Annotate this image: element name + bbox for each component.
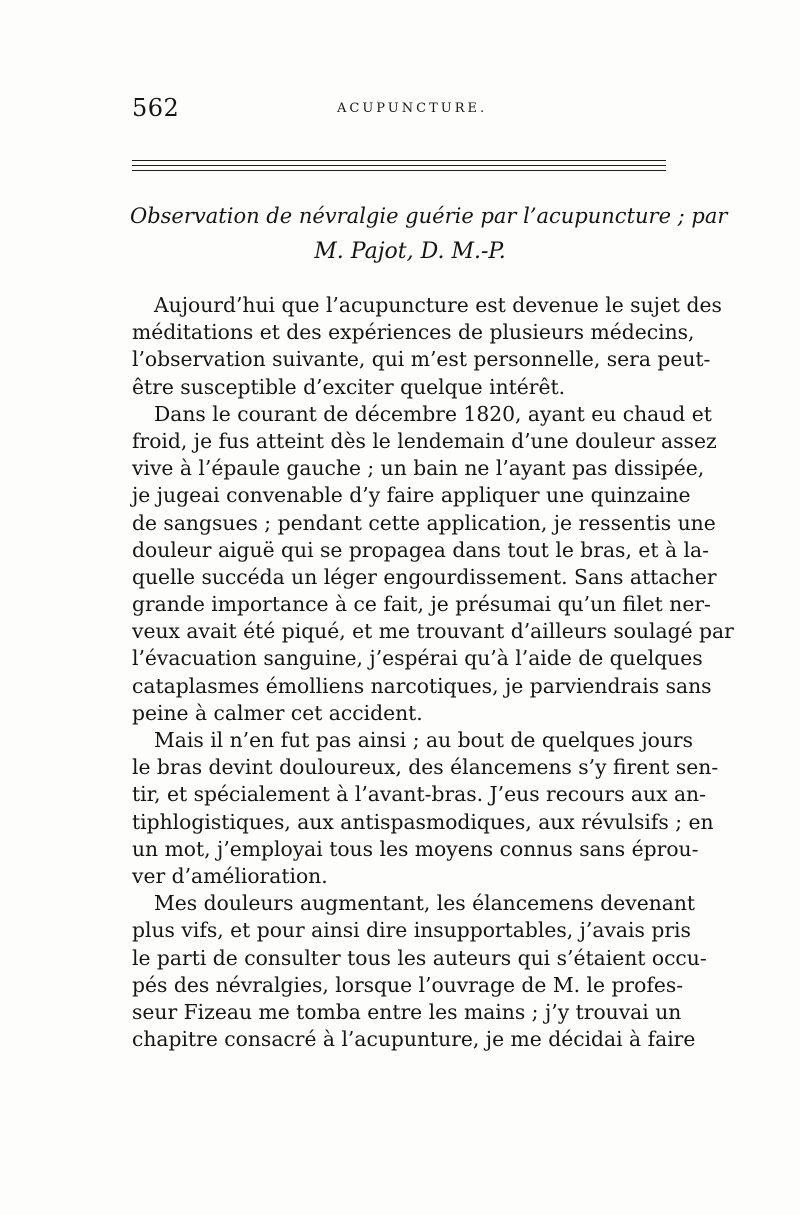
body-line: veux avait été piqué, et me trouvant d’ailleurs soulagé par [132,619,734,644]
body-line: un mot, j’employai tous les moyens connus sans éprou- [132,836,699,861]
body-line: de sangsues ; pendant cette application, je ressentis une [132,510,716,535]
body-line: le bras devint douloureux, des élancemens s’y firent sen- [132,755,719,780]
header-rule-bottom [132,170,666,171]
body-line: quelle succéda un léger engourdissement. Sans attacher [132,564,717,589]
body-line: méditations et des expériences de plusieurs médecins, [132,320,695,345]
body-line: douleur aiguë qui se propagea dans tout le bras, et à la- [132,537,709,562]
body-line: froid, je fus atteint dès le lendemain d’une douleur assez [132,428,717,453]
body-line: Dans le courant de décembre 1820, ayant eu chaud et [154,401,712,426]
body-line: cataplasmes émolliens narcotiques, je parviendrais sans [132,673,712,698]
article-title: Observation de névralgie guérie par l’acupuncture ; par [130,204,728,228]
page-header [132,92,672,132]
body-line: l’évacuation sanguine, j’espérai qu’à l’aide de quelques [132,646,703,671]
body-line: Mais il n’en fut pas ainsi ; au bout de quelques jours [154,728,693,752]
body-line: tiphlogistiques, aux antispasmodiques, aux révulsifs ; en [132,809,714,834]
body-line: seur Fizeau me tomba entre les mains ; j’y trouvai un [132,999,682,1024]
body-line: grande importance à ce fait, je présumai qu’un filet ner- [132,592,711,617]
body-line: Mes douleurs augmentant, les élancemens devenant [154,891,696,916]
body-line: l’observation suivante, qui m’est personnelle, sera peut- [132,347,711,372]
body-line: être susceptible d’exciter quelque intérêt. [132,374,566,399]
article-author: M. Pajot, D. M.-P. [314,239,506,264]
body-line: chapitre consacré à l’acupunture, je me décidai à faire [132,1027,696,1052]
page-number: 562 [132,94,180,122]
body-line: Aujourd’hui que l’acupuncture est devenue le sujet des [154,293,722,317]
body-line: plus vifs, et pour ainsi dire insupportables, j’avais pris [132,918,691,943]
body-text [132,292,734,1053]
article-title-block [130,203,728,265]
body-line: vive à l’épaule gauche ; un bain ne l’ayant pas dissipée, [132,456,705,481]
running-title: ACUPUNCTURE. [337,101,488,116]
body-line: tir, et spécialement à l’avant-bras. J’eus recours aux an- [132,782,706,807]
header-rule-middle [132,165,666,166]
body-line: peine à calmer cet accident. [132,700,423,725]
body-line: je jugeai convenable d’y faire appliquer une quinzaine [132,483,691,508]
header-rule-top [132,160,666,161]
body-line: ver d’amélioration. [132,863,328,888]
body-line: pés des névralgies, lorsque l’ouvrage de M. le profes- [132,972,684,997]
body-line: le parti de consulter tous les auteurs qui s’étaient occu- [132,945,707,970]
